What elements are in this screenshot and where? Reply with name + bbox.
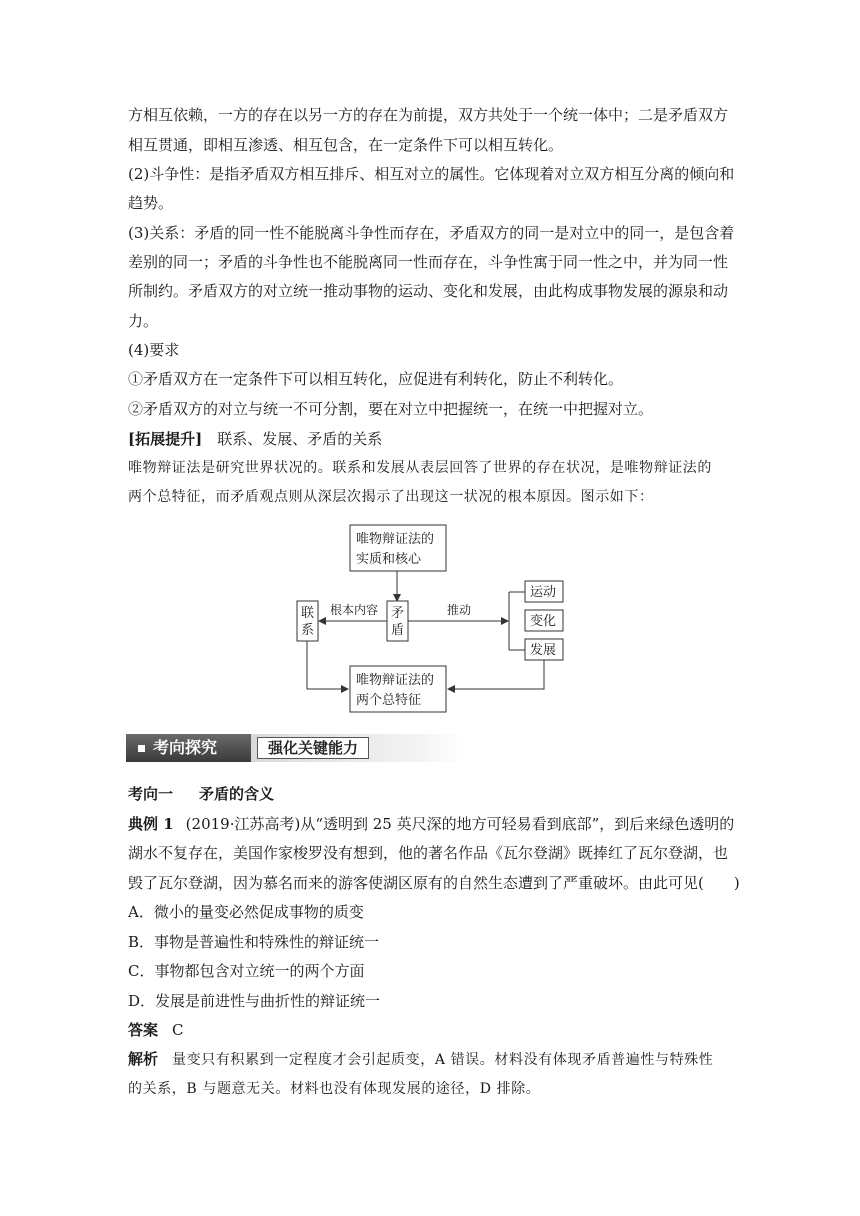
change-label: 变化 [530, 614, 557, 629]
answer-label: 答案 [128, 1021, 159, 1039]
maodun-char2: 盾 [391, 623, 405, 638]
label-root-content: 根本内容 [330, 603, 379, 617]
topic-heading [128, 783, 274, 804]
motion-label: 运动 [530, 585, 557, 600]
question-text: (2019·江苏高考)从“透明到 25 英尺深的地方可轻易看到底部”，到后来绿色透明的 [185, 815, 735, 833]
arrow-connection-to-features [307, 641, 348, 689]
analysis-line [128, 1048, 713, 1069]
paragraph-line: 力。 [128, 312, 159, 330]
arrow-development-to-features [448, 660, 544, 689]
example-line [128, 813, 734, 834]
banner-left-text: 考向探究 [153, 738, 218, 757]
paragraph-line: ①矛盾双方在一定条件下可以相互转化，应促进有利转化，防止不利转化。 [128, 370, 624, 388]
banner-subtitle-area [251, 734, 466, 762]
question-line: 湖水不复存在，美国作家梭罗没有想到，他的著名作品《瓦尔登湖》既捧红了瓦尔登湖，也 [128, 844, 729, 862]
paragraph-line: 唯物辩证法是研究世界状况的。联系和发展从表层回答了世界的存在状况，是唯物辩证法的 [128, 460, 712, 476]
paragraph-line: 所制约。矛盾双方的对立统一推动事物的运动、变化和发展，由此构成事物发展的源泉和动 [128, 282, 729, 300]
analysis-text: 量变只有积累到一定程度才会引起质变，A 错误。材料没有体现矛盾普遍性与特殊性 [172, 1052, 714, 1068]
option-b: B．事物是普遍性和特殊性的辩证统一 [128, 933, 380, 951]
example-label: 典例 1 [128, 815, 174, 833]
extension-label: [拓展提升] [128, 430, 203, 448]
core-box-line1: 唯物辩证法的 [356, 532, 435, 547]
lianxi-char2: 系 [301, 623, 315, 638]
analysis-line: 的关系，B 与题意无关。材料也没有体现发展的途径，D 排除。 [128, 1081, 541, 1097]
paragraph-line: ②矛盾双方的对立与统一不可分割，要在对立中把握统一，在统一中把握对立。 [128, 400, 654, 418]
option-a: A．微小的量变必然促成事物的质变 [128, 903, 364, 921]
option-d: D．发展是前进性与曲折性的辩证统一 [128, 992, 381, 1010]
answer-value: C [172, 1021, 184, 1039]
option-c: C．事物都包含对立统一的两个方面 [128, 962, 365, 980]
analysis-label: 解析 [128, 1050, 159, 1068]
core-box-line2: 实质和核心 [356, 552, 422, 567]
answer-line [128, 1019, 184, 1040]
paragraph-line: 相互贯通，即相互渗透、相互包含，在一定条件下可以相互转化。 [128, 136, 564, 154]
lianxi-char1: 联 [301, 606, 315, 621]
paragraph-line: 趋势。 [128, 194, 174, 212]
develop-label: 发展 [530, 643, 557, 658]
topic-title: 矛盾的含义 [199, 785, 275, 803]
banner-title [126, 734, 251, 762]
section-banner [126, 734, 466, 762]
banner-subtitle: 强化关键能力 [257, 737, 369, 759]
label-push: 推动 [447, 603, 472, 617]
square-icon [138, 745, 145, 752]
maodun-char1: 矛 [391, 606, 405, 621]
paragraph-line: (3)关系：矛盾的同一性不能脱离斗争性而存在，矛盾双方的同一是对立中的同一，是包含着 [128, 224, 735, 242]
features-box-line1: 唯物辩证法的 [356, 673, 435, 688]
paragraph-line: 方相互依赖，一方的存在以另一方的存在为前提，双方共处于一个统一体中；二是矛盾双方 [128, 106, 729, 124]
paragraph-line: (2)斗争性：是指矛盾双方相互排斥、相互对立的属性。它体现着对立双方相互分离的倾向和 [128, 165, 735, 183]
topic-number: 考向一 [128, 785, 174, 803]
question-line: 毁了瓦尔登湖，因为慕名而来的游客使湖区原有的自然生态遭到了严重破坏。由此可见( ) [128, 874, 740, 892]
features-box-line2: 两个总特征 [356, 693, 422, 708]
extension-title: 联系、发展、矛盾的关系 [202, 430, 383, 448]
paragraph-line: 两个总特征，而矛盾观点则从深层次揭示了出现这一状况的根本原因。图示如下： [128, 489, 654, 505]
paragraph-line: (4)要求 [128, 341, 180, 359]
paragraph-line: 差别的同一；矛盾的斗争性也不能脱离同一性而存在，斗争性寓于同一性之中，并为同一性 [128, 253, 729, 271]
